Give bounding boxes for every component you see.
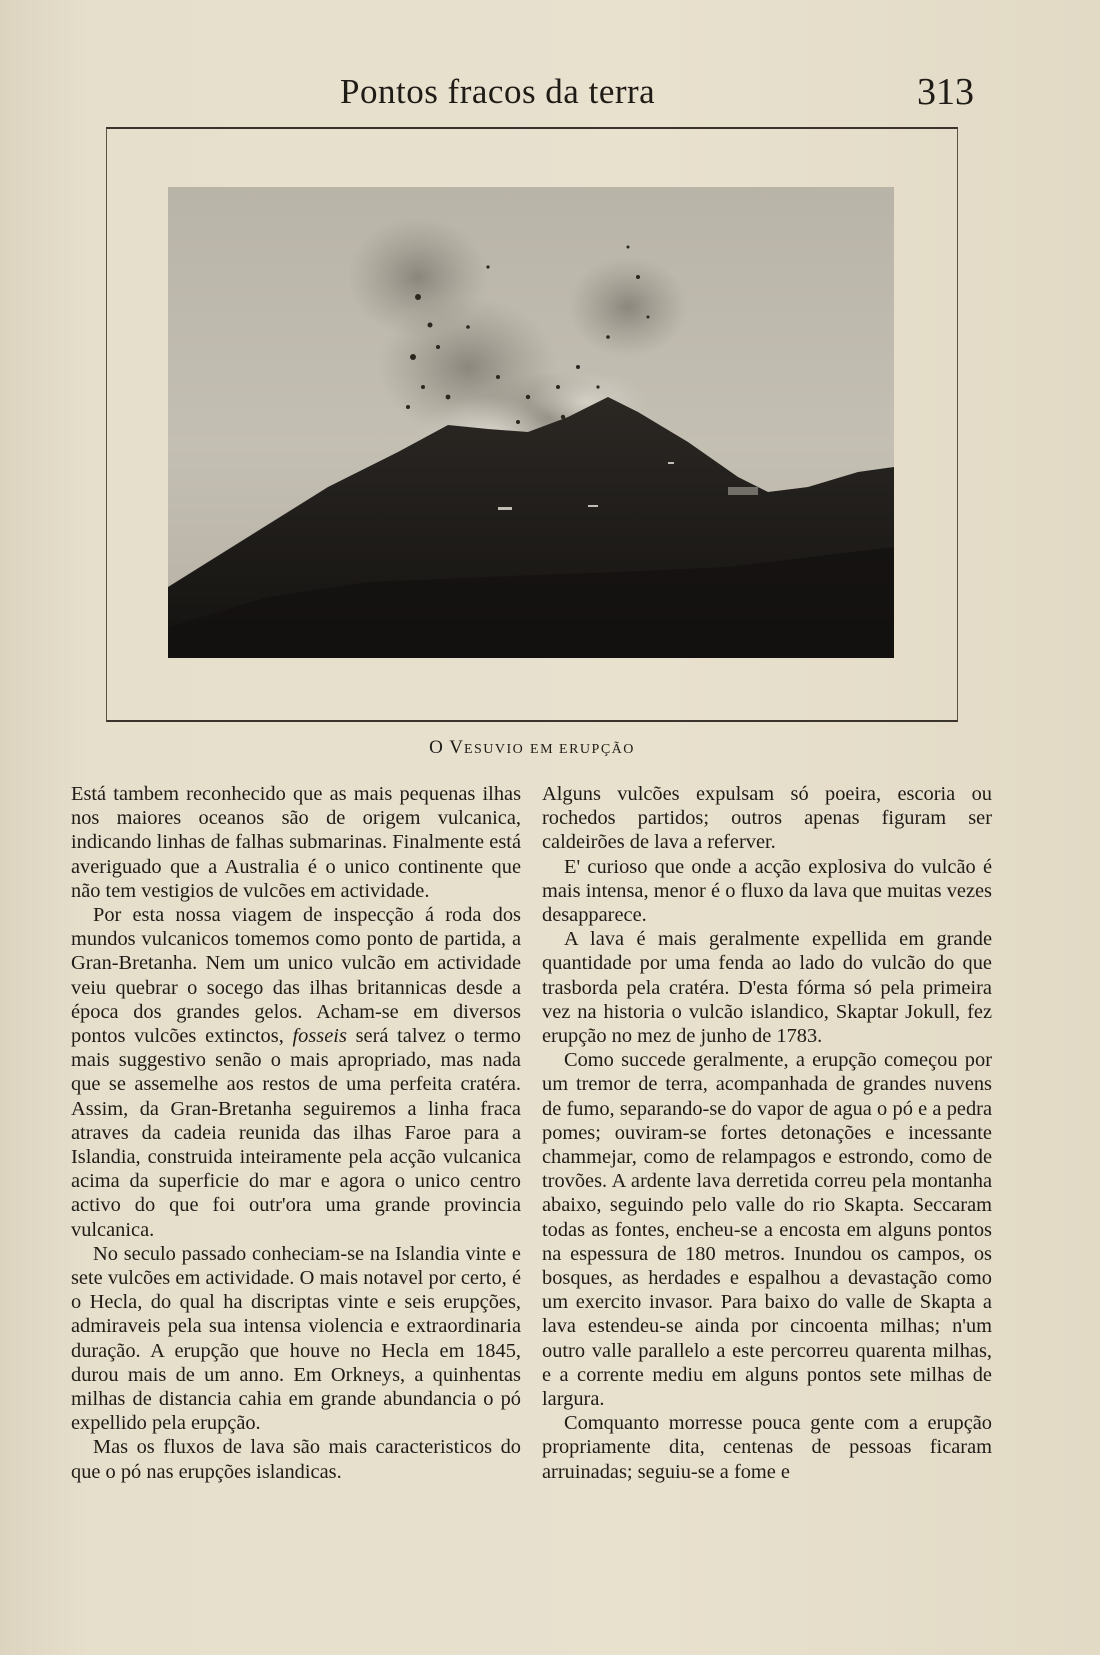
paragraph: Mas os fluxos de lava são mais caracteristicos do que o pó nas erupções islandicas. [71, 1436, 521, 1483]
caption-word-rest: ESUVIO [463, 742, 525, 757]
paragraph: Como succede geralmente, a erupção começou por um tremor de terra, acompanhada de grandes nuvens de fumo, separando-se do vapor de agua o pó e a pedra pomes; ouviram-se fortes detonações e incessante chammejar, como de relampagos e estrondo, como de trovões. A ardente lava derretida correu pela montanha abaixo, seguindo pelo valle do rio Skapta. Seccaram todas as fontes, encheu-se a encosta em alguns pontos na espessura de 180 metros. Inundou os campos, os bosques, as herdades e espalhou a devastação como um exercito invasor. Para baixo do valle de Skapta a lava estendeu-se ainda por cincoenta milhas; n'um outro valle parallelo a este percorreu quarenta milhas, e a corrente mediu em alguns pontos sete milhas de largura. [542, 1049, 992, 1411]
caption-initial: O V [429, 737, 464, 758]
page-number: 313 [917, 71, 974, 113]
paragraph-text: Por esta nossa viagem de inspecção á roda dos mundos vulcanicos tomemos como ponto de partida, a Gran-Bretanha. Nem um unico vulcão em actividade veiu quebrar o socego das ilhas britannicas desde a época dos grandes gelos. Acham-se em diversos pontos vulcões extinctos, [71, 904, 521, 1048]
paragraph [71, 903, 521, 1242]
paragraph: A lava é mais geralmente expellida em grande quantidade por uma fenda ao lado do vulcão do que trasborda pela cratéra. D'esta fórma só pela primeira vez na historia o vulcão islandico, Skaptar Jokull, fez erupção no mez de junho de 1783. [542, 928, 992, 1048]
running-title: Pontos fracos da terra [340, 72, 656, 111]
paragraph: E' curioso que onde a acção explosiva do vulcão é mais intensa, menor é o fluxo da lava que muitas vezes desapparece. [542, 855, 992, 927]
right-column [542, 782, 992, 1484]
paragraph-text: será talvez o termo mais suggestivo senão o mais apropriado, mas nada que se assemelhe aos restos de uma perfeita cratéra. Assim, da Gran-Bretanha seguiremos a linha fraca atraves da cadeia reunida das ilhas Faroe para a Islandia, construida inteiramente pela acção vulcanica acima da superficie do mar e agora o unico centro activo do que foi outr'ora uma grande provincia vulcanica. [71, 1025, 521, 1241]
paragraph: Está tambem reconhecido que as mais pequenas ilhas nos maiores oceanos são de origem vulcanica, indicando linhas de falhas submarinas. Finalmente está averiguado que a Australia é o unico continente que não tem vestigios de vulcões em actividade. [71, 783, 521, 902]
vesuvius-eruption-photo [168, 187, 894, 658]
paragraph: No seculo passado conheciam-se na Islandia vinte e sete vulcões em actividade. O mais notavel por certo, é o Hecla, do qual ha discriptas vinte e seis erupções, admiraveis pela sua intensa violencia e extraordinaria duração. A erupção que houve no Hecla em 1845, durou mais de um anno. Em Orkneys, a quinhentas milhas de distancia cahia em grande abundancia o pó expellido pela erupção. [71, 1242, 521, 1435]
left-column [71, 782, 521, 1484]
emphasis-fosseis: fosseis [292, 1025, 347, 1048]
caption-rest: EM ERUPÇÃO [530, 742, 635, 757]
paragraph: Alguns vulcões expulsam só poeira, escoria ou rochedos partidos; outros apenas figuram ser caldeirões de lava a referver. [542, 783, 992, 854]
figure-caption [0, 737, 1064, 759]
paragraph: Comquanto morresse pouca gente com a erupção propriamente dita, centenas de pessoas ficaram arruinadas; seguiu-se a fome e [542, 1412, 992, 1483]
